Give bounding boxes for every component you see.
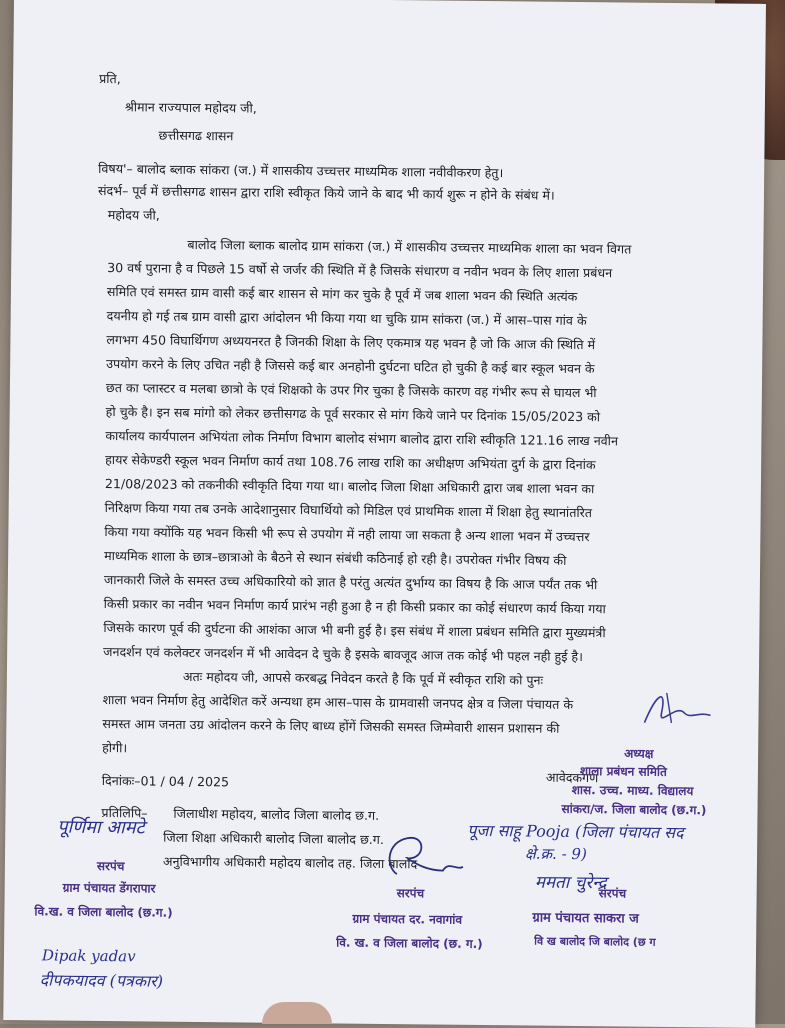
zila-member-area: क्षे.क्र. - 9) bbox=[524, 844, 587, 864]
nawagaon-stamp-line1: ग्राम पंचायत दर. नवागांव bbox=[352, 911, 463, 927]
copy-label: प्रतिलिपि– bbox=[101, 805, 148, 821]
sankra-stamp-line2: वि ख बालोद जि बालोद (छ ग bbox=[534, 934, 656, 949]
reference-line: संदर्भ– पूर्व में छत्तीसगढ शासन द्वारा राशि स्वीकृत किये जाने के बाद भी कार्य शुरू न होने के संबंध में। bbox=[97, 182, 555, 203]
sankra-role: सरपंच bbox=[598, 886, 627, 901]
school-stamp-line3: सांकरा/ज. जिला बालोद (छ.ग.) bbox=[561, 801, 707, 818]
copy-line: जिला शिक्षा अधिकारी बालोद जिला बालोद छ.ग. bbox=[163, 829, 385, 847]
body-line: जानकारी जिले के समस्त उच्च अधिकारियो को ज्ञात है परंतु अत्यंत दुर्भाग्य का विषय है कि आज पर्यंत तक भी bbox=[103, 572, 598, 593]
body-line: किसी प्रकार का नवीन भवन निर्माण कार्य प्रारंभ नही हुआ है न ही किसी प्रकार का कोई संधारण कार्य किया गया bbox=[103, 596, 606, 617]
letter-date: दिनांकः–01 / 04 / 2025 bbox=[101, 773, 230, 790]
body-line: कार्यालय कार्यपालन अभियंता लोक निर्माण विभाग बालोद संभाग बालोद द्वारा राशि स्वीकृति 121.16 लाख नवीन bbox=[105, 428, 619, 449]
body-line: छत का प्लास्टर व मलबा छात्रो के एवं शिक्षको के उपर गिर चुका है जिसके कारण वह गंभीर रूप से घायल भी bbox=[105, 380, 597, 401]
nawagaon-signature bbox=[377, 830, 468, 887]
dongrapar-stamp-line2: वि.ख. व जिला बालोद (छ.ग.) bbox=[34, 904, 173, 920]
sankra-stamp-line1: ग्राम पंचायत साकरा ज bbox=[532, 910, 639, 927]
school-stamp-line2: शास. उच्च. माध्य. विद्यालय bbox=[571, 782, 694, 799]
president-role: अध्यक्ष bbox=[624, 746, 654, 761]
copy-line: अनुविभागीय अधिकारी महोदय बालोद तह. जिला बालोद bbox=[162, 853, 418, 872]
body-line: होगी। bbox=[102, 740, 128, 756]
dongrapar-handwritten-name: पूर्णिमा आमटे bbox=[57, 816, 145, 839]
journalist-name: दीपकयादव (पत्रकार) bbox=[39, 970, 164, 991]
letter-page bbox=[3, 0, 766, 1028]
body-line: शाला भवन निर्माण हेतु आदेशित करें अन्यथा हम आस–पास के ग्रामवासी जनपद क्षेत्र व जिला पंचायत के bbox=[102, 692, 574, 712]
body-line: 30 वर्ष पुराना है व पिछले 15 वर्षो से जर्जर की स्थिति में है जिसके संधारण व नवीन भवन के लिए शाला प्रबंधन bbox=[107, 260, 613, 281]
sankra-handwritten-name: ममता चुरेन्द्र bbox=[534, 872, 607, 894]
subject-line: विषय'– बालोद ब्लाक सांकरा (ज.) में शासकीय उच्चत्तर माध्यमिक शाला नवीवीकरण हेतु। bbox=[98, 160, 504, 181]
body-line: समस्त आम जनता उग्र आंदोलन करने के लिए बाध्य होंगें जिसकी समस्त जिम्मेवारी शासन प्रशासन की bbox=[102, 716, 560, 736]
body-line: जनदर्शन एवं कलेक्टर जनदर्शन में भी आवेदन दे चुके है इसके बावजूद आज तक कोई भी पहल नही हुई है। bbox=[103, 644, 584, 665]
body-line: लगभग 450 विघार्थिगण अध्ययनरत है जिनकी शिक्षा के लिए एकमात्र यह भवन है जो कि आज की स्थिति में bbox=[106, 332, 596, 353]
body-line: उपयोग करने के लिए उचित नही है जिससे कई बार अनहोनी दुर्घटना घटित हो चुकी है कई बार स्कूल भवन के bbox=[106, 356, 595, 377]
body-line: किया गया क्योंकि यह भवन किसी भी रूप से उपयोग में नही लाया जा सकता है अन्य शाला भवन में उच्चत्तर bbox=[104, 524, 590, 545]
nawagaon-role: सरपंच bbox=[396, 886, 425, 901]
body-line: हो चुके है। इन सब मांगो को लेकर छत्तीसगढ के पूर्व सरकार से मांग किये जाने पर दिनांक 15/05/2023 को bbox=[105, 404, 601, 425]
body-line: हायर सेकेण्डरी स्कूल भवन निर्माण कार्य तथा 108.76 लाख राशि का अधीक्षण अभियंता दुर्ग के द्वारा दिनांक bbox=[105, 452, 596, 473]
copy-line: जिलाधीश महोदय, बालोद जिला बालोद छ.ग. bbox=[173, 805, 380, 823]
body-line: अतः महोदय जी, आपसे करबद्ध निवेदन करते है कि पूर्व में स्वीकृत राशि को पुनः bbox=[182, 668, 544, 688]
applicants-label: आवेदकगण bbox=[545, 769, 599, 786]
president-signature bbox=[636, 683, 717, 734]
prati-label: प्रति, bbox=[99, 70, 121, 87]
body-line: माध्यमिक शाला के छात्र–छात्राओ के बैठने से स्थान संबंधी कठिनाई हो रही है। उपरोक्त गंभीर विषय की bbox=[104, 548, 567, 568]
journalist-signature: Dipak yadav bbox=[41, 946, 136, 966]
dongrapar-stamp-line1: ग्राम पंचायत डेंगरापार bbox=[62, 880, 156, 896]
body-line: बालोद जिला ब्लाक बालोद ग्राम सांकरा (ज.) में शासकीय उच्चत्तर माध्यमिक शाला का भवन विगत bbox=[187, 236, 632, 257]
thumb-bottom bbox=[262, 1002, 332, 1024]
nawagaon-stamp-line2: वि. ख. व जिला बालोद (छ. ग.) bbox=[336, 935, 483, 952]
zila-member-handwritten: पूजा साहू Pooja (जिला पंचायत सद bbox=[467, 820, 684, 843]
body-line: दयनीय हो गई तब ग्राम वासी द्वारा आंदोलन भी किया गया था चुकि ग्राम सांकरा (ज.) में आस–पास गांव के bbox=[106, 308, 587, 329]
body-line: निरिक्षण किया गया तब उनके आदेशानुसार विघार्थियो को मिडिल एवं प्राथमिक शाला में शिक्षा हेतु स्थानांतरित bbox=[104, 500, 593, 521]
body-line: समिति एवं समस्त ग्राम वासी कई बार शासन से मांग कर चुके है पूर्व में जब शाला भवन की स्थिति अत्यंक bbox=[106, 284, 578, 304]
body-line: 21/08/2023 को तकनीकी स्वीकृति दिया गया था। बालोद जिला शिक्षा अधिकारी द्वारा जब शाला भवन का bbox=[104, 476, 595, 497]
body-line: जिसके कारण पूर्व की दुर्घटना की आशंका आज भी बनी हुई है। इस संबंध में शाला प्रबंधन समिति द्वारा मुख्यमंत्री bbox=[103, 620, 606, 641]
dongrapar-role: सरपंच bbox=[96, 858, 125, 874]
government-name: छत्तीसगढ शासन bbox=[158, 127, 234, 144]
school-stamp-line1: शाला प्रबंधन समिति bbox=[579, 764, 667, 779]
addressee: श्रीमान राज्यपाल महोदय जी, bbox=[124, 99, 257, 116]
salutation: महोदय जी, bbox=[107, 207, 160, 223]
